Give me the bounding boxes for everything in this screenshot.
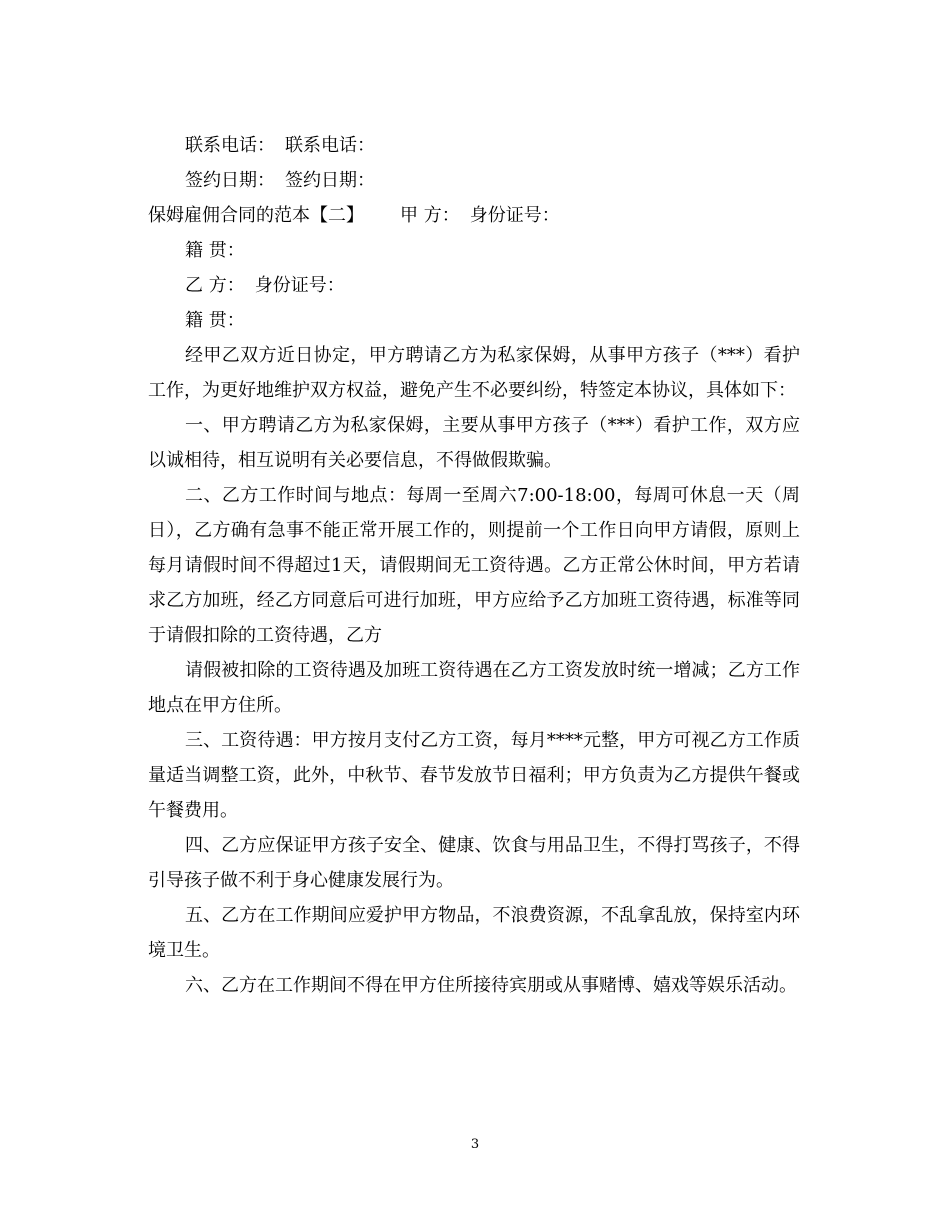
page-number: 3	[470, 1137, 480, 1152]
party-a-id-label: 身份证号：	[469, 205, 560, 226]
paragraph-preamble: 经甲乙双方近日协定，甲方聘请乙方为私家保姆，从事甲方孩子（***）看护工作，为更好地维护双方权益，避免产生不必要纠纷，特签定本协议，具体如下：	[148, 345, 800, 401]
contact-phone-label-a: 联系电话：	[185, 135, 275, 156]
paragraph-clause-2-continued: 请假被扣除的工资待遇及加班工资待遇在乙方工资发放时统一增减；乙方工作地点在甲方住所。	[148, 660, 800, 716]
signing-date-label-b: 签约日期：	[285, 170, 375, 191]
paragraph-clause-2: 二、乙方工作时间与地点：每周一至周六7:00-18:00，每周可休息一天（周日），乙方确有急事不能正常开展工作的，则提前一个工作日向甲方请假，原则上每月请假时间不得超过1天，请假期间无工资待遇。乙方正常公休时间，甲方若请求乙方加班，经乙方同意后可进行加班，甲方应给予乙方加班工资待遇，标准等同于请假扣除的工资待遇，乙方	[148, 485, 800, 646]
party-a-origin-label: 籍 贯：	[185, 240, 245, 261]
party-b-origin-line	[148, 303, 800, 338]
contact-phone-line	[148, 128, 800, 163]
paragraph-clause-5: 五、乙方在工作期间应爱护甲方物品，不浪费资源，不乱拿乱放，保持室内环境卫生。	[148, 905, 800, 961]
party-b-origin-label: 籍 贯：	[185, 310, 245, 331]
party-b-id-label: 身份证号：	[254, 275, 345, 296]
contact-phone-label-b: 联系电话：	[285, 135, 375, 156]
section-title: 保姆雇佣合同的范本【二】	[148, 205, 364, 226]
signing-date-label-a: 签约日期：	[185, 170, 275, 191]
paragraph-clause-3: 三、工资待遇：甲方按月支付乙方工资，每月****元整，甲方可视乙方工作质量适当调整工资，此外，中秋节、春节发放节日福利；甲方负责为乙方提供午餐或午餐费用。	[148, 730, 800, 821]
party-b-line	[148, 268, 800, 303]
party-a-label: 甲 方：	[400, 205, 460, 226]
paragraph-clause-4: 四、乙方应保证甲方孩子安全、健康、饮食与用品卫生，不得打骂孩子，不得引导孩子做不利于身心健康发展行为。	[148, 835, 800, 891]
paragraph-clause-6: 六、乙方在工作期间不得在甲方住所接待宾朋或从事赌博、嬉戏等娱乐活动。	[185, 975, 797, 996]
paragraph-clause-1: 一、甲方聘请乙方为私家保姆，主要从事甲方孩子（***）看护工作，双方应以诚相待，相互说明有关必要信息，不得做假欺骗。	[148, 415, 800, 471]
party-a-origin-line	[148, 233, 800, 268]
signing-date-line	[148, 163, 800, 198]
document-body	[148, 128, 800, 1003]
party-b-label: 乙 方：	[185, 275, 245, 296]
section-title-line	[148, 198, 800, 233]
